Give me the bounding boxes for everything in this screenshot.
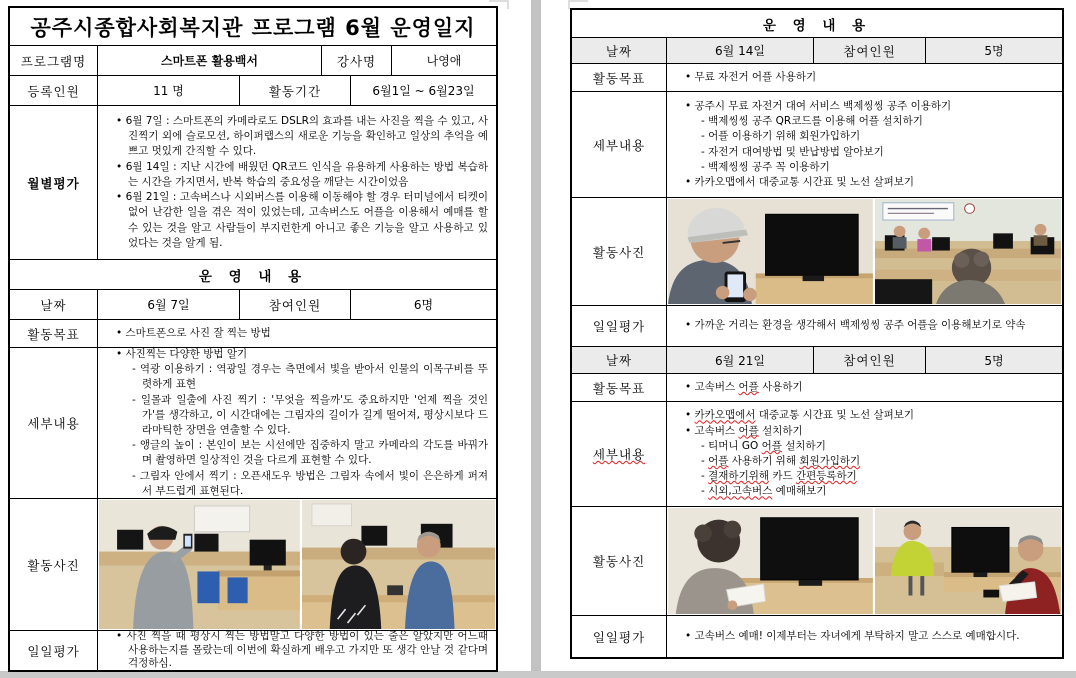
journal-table-page2 bbox=[570, 8, 1064, 659]
detail-item: - 일몰과 일출에 사진 찍기 : '무엇을 찍을까'도 중요하지만 '언제 찍을 것인가'를 생각하고, 이 시간대에는 그림자의 길이가 길게 떨어져, 평상시보다 드라마틱한 장면을 연출할 수 있다. bbox=[132, 393, 488, 436]
program-name-value: 스마트폰 활용백서 bbox=[98, 46, 322, 75]
period-label: 활동기간 bbox=[240, 76, 351, 105]
date-label: 날짜 bbox=[572, 38, 667, 63]
page-gutter bbox=[531, 0, 541, 671]
date-label: 날짜 bbox=[10, 290, 98, 319]
section-header: 운 영 내 용 bbox=[762, 17, 872, 34]
detail-label: 세부내용 bbox=[572, 92, 667, 197]
detail-label: 세부내용 bbox=[572, 402, 667, 506]
enrolled-label: 등록인원 bbox=[10, 76, 98, 105]
activity-photo-two-learners-desk bbox=[302, 500, 495, 629]
goal-value: • 스마트폰으로 사진 잘 찍는 방법 bbox=[116, 326, 271, 339]
detail-item: - 백제씽씽 공주 꼭 이용하기 bbox=[701, 160, 830, 173]
participants-label: 참여인원 bbox=[240, 290, 351, 319]
photos-label: 활동사진 bbox=[572, 507, 667, 615]
activity-photo-classroom-phone-shot bbox=[99, 500, 300, 629]
goal-value: • 무료 자전거 어플 사용하기 bbox=[685, 70, 817, 83]
date-value: 6월 7일 bbox=[98, 290, 240, 319]
enrolled-value: 11 명 bbox=[98, 76, 240, 105]
activity-photo-woman-reading-paper bbox=[668, 508, 873, 614]
program-name-label: 프로그램명 bbox=[10, 46, 98, 75]
detail-item: • 사진찍는 다양한 방법 알기 bbox=[116, 348, 248, 360]
instructor-label: 강사명 bbox=[322, 46, 392, 75]
instructor-value: 나영애 bbox=[426, 54, 462, 68]
detail-item: - 자전거 대여방법 및 반납방법 알아보기 bbox=[701, 145, 884, 158]
monthly-eval-item: • 6월 21일 : 고속버스나 시외버스를 이용해 이동해야 할 경우 터미널에서 티켓이 없어 난감한 일을 겪은 적이 있었는데, 고속버스도 어플을 이용해서 예매를 할 수 있는 것을 알고 사람들이 부지런한게 아니고 좋은 기능을 알고 사용하고 있었다는 것을 알게 됨. bbox=[116, 191, 488, 249]
daily-eval-value: • 가까운 거리는 환경을 생각해서 백제씽씽 공주 어플을 이용해보기로 약속 bbox=[685, 319, 1026, 332]
detail-item: • 카카오맵에서 대중교통 시간표 및 노선 살펴보기 bbox=[685, 409, 915, 422]
daily-eval-label: 일일평가 bbox=[10, 631, 98, 670]
daily-eval-value: • 고속버스 예매! 이제부터는 자녀에게 부탁하지 말고 스스로 예매합시다. bbox=[685, 629, 1020, 642]
detail-item: - 그림자 안에서 찍기 : 오픈새도우 방법은 그림자 속에서 빛이 은은하게 퍼져서 부드럽게 표현된다. bbox=[132, 469, 488, 497]
document-page-1 bbox=[0, 0, 531, 671]
daily-eval-label: 일일평가 bbox=[572, 616, 667, 657]
photos-label: 활동사진 bbox=[10, 499, 98, 630]
detail-item: • 공주시 무료 자전거 대여 서비스 백제씽씽 공주 이용하기 bbox=[685, 99, 952, 112]
document-page-2 bbox=[541, 0, 1076, 671]
goal-label: 활동목표 bbox=[572, 374, 667, 401]
detail-item: - 시외,고속버스 예매해보기 bbox=[701, 485, 827, 498]
participants-value: 5명 bbox=[984, 353, 1004, 368]
detail-item: • 고속버스 어플 설치하기 bbox=[685, 424, 803, 437]
activity-photo-two-men-writing bbox=[875, 508, 1061, 614]
detail-item: - 앵글의 높이 : 본인이 보는 시선에만 집중하지 말고 카메라의 각도를 바꿔가며 촬영하면 일상적인 것을 다르게 표현할 수 있다. bbox=[132, 439, 488, 467]
journal-table-page1 bbox=[8, 6, 498, 672]
section-header: 운 영 내 용 bbox=[198, 268, 308, 285]
daily-eval-value: • 사진 찍을 때 평상시 찍는 방법말고 다양한 방법이 있는 줄은 알았지만 어느때 사용하는지를 몰랐는데 이번에 확실하게 배우고 가지만 또 생각 안날 것 같다며 걱정하심. bbox=[116, 631, 488, 670]
detail-label: 세부내용 bbox=[10, 348, 98, 498]
date-value: 6월 21일 bbox=[667, 347, 814, 373]
period-value: 6월1일 ~ 6월23일 bbox=[372, 84, 475, 98]
page-title: 공주시종합사회복지관 프로그램 6월 운영일지 bbox=[30, 15, 476, 40]
detail-item: - 역광 이용하기 : 역광일 경우는 측면에서 빛을 받아서 인물의 이목구비를 뚜렷하게 표현 bbox=[132, 363, 488, 391]
activity-photo-cap-man-phone bbox=[668, 199, 873, 304]
goal-value: • 고속버스 어플 사용하기 bbox=[685, 380, 803, 393]
goal-label: 활동목표 bbox=[572, 64, 667, 91]
date-label: 날짜 bbox=[572, 347, 667, 373]
detail-item: - 어플 이용하기 위해 회원가입하기 bbox=[701, 130, 861, 143]
date-value: 6월 14일 bbox=[667, 38, 814, 63]
monthly-eval-item: • 6월 7일 : 스마트폰의 카메라로도 DSLR의 효과를 내는 사진을 찍을 수 있고, 사진찍기 외에 슬로모션, 하이퍼랩스의 새로운 기능을 확인하고 일상의 추억을 예쁘고 멋있게 간직할 수 있다. bbox=[116, 115, 488, 158]
detail-item: - 티머니 GO 어플 설치하기 bbox=[701, 439, 826, 452]
monthly-eval-label: 월별평가 bbox=[10, 106, 98, 259]
goal-label: 활동목표 bbox=[10, 320, 98, 347]
daily-eval-label: 일일평가 bbox=[572, 306, 667, 346]
detail-item: • 카카오맵에서 대중교통 시간표 및 노선 살펴보기 bbox=[685, 175, 915, 188]
activity-photo-classroom-wide bbox=[875, 199, 1061, 304]
monthly-eval-item: • 6월 14일 : 지난 시간에 배웠던 QR코드 인식을 유용하게 사용하는 방법 복습하는 시간을 가지면서, 반복 학습의 중요성을 깨닫는 시간이었음 bbox=[116, 160, 488, 188]
detail-item: - 어플 사용하기 위해 회원가입하기 bbox=[701, 455, 861, 467]
participants-label: 참여인원 bbox=[814, 347, 926, 373]
detail-item: - 결재하기위해 카드 간편등록하기 bbox=[701, 470, 857, 483]
photos-label: 활동사진 bbox=[572, 198, 667, 305]
participants-value: 5명 bbox=[984, 44, 1004, 58]
participants-label: 참여인원 bbox=[814, 38, 926, 63]
detail-item: - 백제씽씽 공주 QR코드를 이용해 어플 설치하기 bbox=[701, 115, 923, 128]
participants-value: 6명 bbox=[413, 298, 434, 312]
